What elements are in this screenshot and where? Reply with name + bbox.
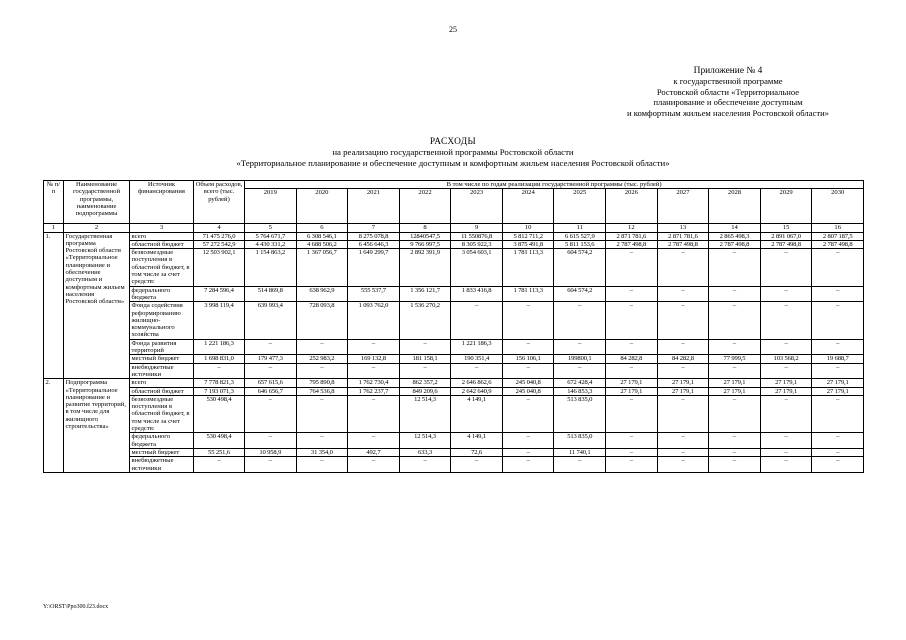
- year-value-cell: 604 574,2: [554, 286, 606, 302]
- year-value-cell: –: [502, 363, 554, 379]
- year-value-cell: –: [760, 286, 812, 302]
- year-value-cell: 27 179,1: [709, 379, 761, 387]
- year-value-cell: 1 221 186,3: [451, 339, 503, 355]
- table-row: [44, 286, 864, 302]
- footer-file-path: Y:\ORST\Ppo300.f23.docx: [43, 604, 109, 610]
- header-name: Наименование государственной программы, наименование подпрограммы: [64, 181, 130, 224]
- header-by-year: В том числе по годам реализации государственной программы (тыс. рублей): [245, 181, 864, 189]
- column-number: 3: [130, 224, 194, 232]
- year-value-cell: 513 835,0: [554, 395, 606, 432]
- year-value-cell: 11 550876,8: [451, 232, 503, 240]
- year-value-cell: 604 574,2: [554, 249, 606, 286]
- year-value-cell: 27 179,1: [812, 379, 864, 387]
- table-row: [44, 355, 864, 363]
- year-value-cell: –: [606, 448, 658, 456]
- year-value-cell: –: [709, 448, 761, 456]
- year-value-cell: –: [606, 395, 658, 432]
- year-value-cell: 27 179,1: [657, 379, 709, 387]
- column-number: 13: [657, 224, 709, 232]
- year-value-cell: –: [245, 363, 297, 379]
- column-number: 8: [399, 224, 451, 232]
- title-line-3: «Территориальное планирование и обеспечение доступным и комфортным жильем населения Ростовской области»: [236, 157, 670, 168]
- year-value-cell: –: [502, 457, 554, 473]
- year-value-cell: –: [709, 395, 761, 432]
- header-total: Объем расходов, всего (тыс. рублей): [194, 181, 245, 224]
- appendix-caption: [598, 66, 858, 118]
- year-value-cell: 646 656,7: [245, 387, 297, 395]
- year-value-cell: 2 807 187,5: [812, 232, 864, 240]
- column-number: 4: [194, 224, 245, 232]
- year-value-cell: 146 853,3: [554, 387, 606, 395]
- total-cell: 7 778 821,3: [194, 379, 245, 387]
- year-value-cell: –: [296, 395, 348, 432]
- year-value-cell: 27 179,1: [657, 387, 709, 395]
- appendix-line-3: Ростовской области «Территориальное: [656, 86, 800, 97]
- year-value-cell: 1 649 299,7: [348, 249, 400, 286]
- year-value-cell: 27 179,1: [606, 387, 658, 395]
- year-value-cell: –: [709, 457, 761, 473]
- table-row: [44, 387, 864, 395]
- total-cell: 7 284 596,4: [194, 286, 245, 302]
- total-cell: 71 475 276,0: [194, 232, 245, 240]
- year-value-cell: 849 209,6: [399, 387, 451, 395]
- program-number: 1.: [44, 232, 64, 379]
- year-value-cell: 6 308 546,1: [296, 232, 348, 240]
- year-value-cell: –: [554, 363, 606, 379]
- year-value-cell: 2 865 498,3: [709, 232, 761, 240]
- year-value-cell: 12 514,3: [399, 433, 451, 449]
- column-number: 6: [296, 224, 348, 232]
- year-value-cell: 5 764 671,7: [245, 232, 297, 240]
- year-value-cell: –: [606, 249, 658, 286]
- funding-source: всего: [130, 379, 194, 387]
- funding-source: Фонда содействия реформированию жилищно-коммунального хозяйства: [130, 302, 194, 339]
- year-value-cell: 639 993,4: [245, 302, 297, 339]
- year-value-cell: 4 430 331,2: [245, 240, 297, 248]
- year-value-cell: –: [451, 302, 503, 339]
- year-value-cell: 672 428,4: [554, 379, 606, 387]
- table-row: [44, 232, 864, 240]
- year-value-cell: 555 537,7: [348, 286, 400, 302]
- year-value-cell: –: [502, 395, 554, 432]
- year-value-cell: –: [348, 457, 400, 473]
- table-row: [44, 457, 864, 473]
- year-value-cell: 103 568,2: [760, 355, 812, 363]
- total-cell: 12 503 902,1: [194, 249, 245, 286]
- funding-source: областной бюджет: [130, 387, 194, 395]
- year-value-cell: 10 958,9: [245, 448, 297, 456]
- year-value-cell: 27 179,1: [760, 387, 812, 395]
- header-year: 2029: [760, 189, 812, 224]
- year-value-cell: –: [657, 302, 709, 339]
- header-year: 2023: [451, 189, 503, 224]
- funding-source: федерального бюджета: [130, 286, 194, 302]
- year-value-cell: 1 154 863,2: [245, 249, 297, 286]
- table-row: [44, 339, 864, 355]
- year-value-cell: 4 149,1: [451, 433, 503, 449]
- year-value-cell: 2 787 498,8: [760, 240, 812, 248]
- column-number: 7: [348, 224, 400, 232]
- year-value-cell: 252 983,2: [296, 355, 348, 363]
- header-year: 2030: [812, 189, 864, 224]
- year-value-cell: –: [657, 433, 709, 449]
- year-value-cell: 2 787 498,8: [606, 240, 658, 248]
- funding-source: федерального бюджета: [130, 433, 194, 449]
- year-value-cell: 27 179,1: [606, 379, 658, 387]
- year-value-cell: 2 892 391,9: [399, 249, 451, 286]
- year-value-cell: –: [348, 339, 400, 355]
- total-cell: 57 272 542,9: [194, 240, 245, 248]
- year-value-cell: –: [606, 433, 658, 449]
- header-year: 2027: [657, 189, 709, 224]
- year-value-cell: 1 093 762,0: [348, 302, 400, 339]
- year-value-cell: 8 275 078,8: [348, 232, 400, 240]
- year-value-cell: –: [709, 339, 761, 355]
- year-value-cell: –: [554, 302, 606, 339]
- year-value-cell: –: [245, 457, 297, 473]
- funding-source: безвозмездные поступления в областной бюджет, в том числе за счет средств:: [130, 395, 194, 432]
- year-value-cell: –: [502, 433, 554, 449]
- year-value-cell: 1 367 056,7: [296, 249, 348, 286]
- table-row: [44, 433, 864, 449]
- year-value-cell: –: [812, 395, 864, 432]
- year-value-cell: –: [709, 433, 761, 449]
- year-value-cell: 31 354,0: [296, 448, 348, 456]
- year-value-cell: 492,7: [348, 448, 400, 456]
- year-value-cell: –: [348, 363, 400, 379]
- year-value-cell: 1 536 270,2: [399, 302, 451, 339]
- year-value-cell: 169 132,8: [348, 355, 400, 363]
- table-row: [44, 249, 864, 286]
- table-row: [44, 448, 864, 456]
- total-cell: 3 998 119,4: [194, 302, 245, 339]
- year-value-cell: 156 106,1: [502, 355, 554, 363]
- title-heading: РАСХОДЫ: [429, 137, 477, 147]
- year-value-cell: 1 762 730,4: [348, 379, 400, 387]
- program-name: Государственная программа Ростовской области «Территориальное планирование и обеспечение доступным и комфортным жильем населения Ростовской области»: [64, 232, 130, 379]
- year-value-cell: 1 833 416,8: [451, 286, 503, 302]
- year-value-cell: 5 811 153,6: [554, 240, 606, 248]
- year-value-cell: 19 688,7: [812, 355, 864, 363]
- header-source: Источник финансирования: [130, 181, 194, 224]
- year-value-cell: 6 456 646,3: [348, 240, 400, 248]
- year-value-cell: –: [709, 286, 761, 302]
- funding-source: Фонда развития территорий: [130, 339, 194, 355]
- year-value-cell: –: [451, 363, 503, 379]
- header-year: 2024: [502, 189, 554, 224]
- total-cell: 7 193 071,3: [194, 387, 245, 395]
- total-cell: 530 498,4: [194, 395, 245, 432]
- year-value-cell: 8 305 922,3: [451, 240, 503, 248]
- total-cell: 1 698 831,0: [194, 355, 245, 363]
- year-value-cell: –: [451, 457, 503, 473]
- year-value-cell: 2 787 498,8: [709, 240, 761, 248]
- column-number: 9: [451, 224, 503, 232]
- year-value-cell: 3 875 491,8: [502, 240, 554, 248]
- header-year: 2028: [709, 189, 761, 224]
- year-value-cell: 1 781 113,3: [502, 286, 554, 302]
- table-row: [44, 395, 864, 432]
- year-value-cell: –: [657, 448, 709, 456]
- year-value-cell: 84 282,8: [606, 355, 658, 363]
- year-value-cell: 190 351,4: [451, 355, 503, 363]
- year-value-cell: –: [245, 395, 297, 432]
- year-value-cell: 862 357,2: [399, 379, 451, 387]
- year-value-cell: 514 869,8: [245, 286, 297, 302]
- header-year: 2020: [296, 189, 348, 224]
- year-value-cell: 2 646 862,6: [451, 379, 503, 387]
- column-number: 16: [812, 224, 864, 232]
- year-value-cell: 2 871 781,6: [657, 232, 709, 240]
- year-value-cell: –: [606, 302, 658, 339]
- year-value-cell: 2 787 498,8: [657, 240, 709, 248]
- column-number: 1: [44, 224, 64, 232]
- column-number: 5: [245, 224, 297, 232]
- year-value-cell: 2 871 781,6: [606, 232, 658, 240]
- table-row: [44, 302, 864, 339]
- year-value-cell: –: [760, 395, 812, 432]
- table-row: [44, 363, 864, 379]
- year-value-cell: 764 536,8: [296, 387, 348, 395]
- year-value-cell: –: [606, 286, 658, 302]
- year-value-cell: –: [760, 448, 812, 456]
- year-value-cell: 179 477,3: [245, 355, 297, 363]
- column-number: 11: [554, 224, 606, 232]
- year-value-cell: –: [709, 302, 761, 339]
- year-value-cell: 3 054 603,1: [451, 249, 503, 286]
- year-value-cell: –: [760, 302, 812, 339]
- year-value-cell: –: [606, 339, 658, 355]
- column-number: 12: [606, 224, 658, 232]
- year-value-cell: –: [245, 433, 297, 449]
- table-header-row-1: [44, 181, 864, 189]
- funding-source: внебюджетные источники: [130, 457, 194, 473]
- table-row: [44, 240, 864, 248]
- year-value-cell: –: [296, 363, 348, 379]
- funding-source: внебюджетные источники: [130, 363, 194, 379]
- year-value-cell: 77 999,5: [709, 355, 761, 363]
- year-value-cell: 2 642 640,9: [451, 387, 503, 395]
- year-value-cell: –: [554, 339, 606, 355]
- year-value-cell: 199800,1: [554, 355, 606, 363]
- page-number: 25: [449, 25, 457, 34]
- year-value-cell: –: [657, 395, 709, 432]
- year-value-cell: –: [657, 363, 709, 379]
- year-value-cell: 27 179,1: [709, 387, 761, 395]
- year-value-cell: 2 787 498,8: [812, 240, 864, 248]
- year-value-cell: 72,6: [451, 448, 503, 456]
- year-value-cell: –: [812, 339, 864, 355]
- year-value-cell: 11 740,1: [554, 448, 606, 456]
- appendix-line-1: Приложение № 4: [693, 66, 763, 76]
- appendix-line-2: к государственной программе: [673, 76, 783, 87]
- year-value-cell: –: [812, 286, 864, 302]
- header-year: 2025: [554, 189, 606, 224]
- appendix-line-4: планирование и обеспечение доступным: [653, 97, 803, 108]
- header-year: 2022: [399, 189, 451, 224]
- year-value-cell: 657 615,6: [245, 379, 297, 387]
- year-value-cell: –: [296, 457, 348, 473]
- funding-source: безвозмездные поступления в областной бюджет, в том числе за счет средств:: [130, 249, 194, 286]
- year-value-cell: –: [502, 302, 554, 339]
- year-value-cell: –: [348, 433, 400, 449]
- year-value-cell: 245 040,8: [502, 387, 554, 395]
- year-value-cell: –: [760, 433, 812, 449]
- year-value-cell: –: [606, 457, 658, 473]
- year-value-cell: –: [812, 363, 864, 379]
- column-number: 14: [709, 224, 761, 232]
- year-value-cell: 4 688 506,2: [296, 240, 348, 248]
- year-value-cell: 4 149,1: [451, 395, 503, 432]
- year-value-cell: –: [657, 249, 709, 286]
- year-value-cell: 181 158,1: [399, 355, 451, 363]
- year-value-cell: 633,3: [399, 448, 451, 456]
- year-value-cell: 27 179,1: [812, 387, 864, 395]
- year-value-cell: 728 093,8: [296, 302, 348, 339]
- total-cell: 55 251,6: [194, 448, 245, 456]
- header-year: 2021: [348, 189, 400, 224]
- funding-source: всего: [130, 232, 194, 240]
- year-value-cell: –: [245, 339, 297, 355]
- column-number: 10: [502, 224, 554, 232]
- year-value-cell: –: [399, 339, 451, 355]
- year-value-cell: 1 356 121,7: [399, 286, 451, 302]
- funding-source: областной бюджет: [130, 240, 194, 248]
- year-value-cell: 6 615 527,9: [554, 232, 606, 240]
- year-value-cell: –: [554, 457, 606, 473]
- year-value-cell: –: [502, 339, 554, 355]
- year-value-cell: 12840547,5: [399, 232, 451, 240]
- funding-source: местный бюджет: [130, 355, 194, 363]
- year-value-cell: 638 962,9: [296, 286, 348, 302]
- year-value-cell: –: [760, 249, 812, 286]
- header-year: 2026: [606, 189, 658, 224]
- column-number: 2: [64, 224, 130, 232]
- program-name: Подпрограмма «Территориальное планирование и развитие территорий, в том числе для жилищного строительства»: [64, 379, 130, 473]
- year-value-cell: 84 282,8: [657, 355, 709, 363]
- year-value-cell: –: [657, 457, 709, 473]
- total-cell: –: [194, 457, 245, 473]
- year-value-cell: –: [348, 395, 400, 432]
- total-cell: –: [194, 363, 245, 379]
- expenditure-table: [43, 180, 864, 473]
- year-value-cell: 2 891 067,0: [760, 232, 812, 240]
- year-value-cell: 795 890,8: [296, 379, 348, 387]
- year-value-cell: –: [812, 448, 864, 456]
- year-value-cell: 9 766 997,5: [399, 240, 451, 248]
- year-value-cell: –: [812, 457, 864, 473]
- year-value-cell: 27 179,1: [760, 379, 812, 387]
- header-year: 2019: [245, 189, 297, 224]
- year-value-cell: 245 040,8: [502, 379, 554, 387]
- year-value-cell: 513 835,0: [554, 433, 606, 449]
- year-value-cell: –: [760, 339, 812, 355]
- year-value-cell: 1 781 113,3: [502, 249, 554, 286]
- document-title: [0, 137, 906, 168]
- year-value-cell: 5 812 711,2: [502, 232, 554, 240]
- column-number: 15: [760, 224, 812, 232]
- year-value-cell: –: [399, 457, 451, 473]
- funding-source: местный бюджет: [130, 448, 194, 456]
- title-line-2: на реализацию государственной программы Ростовской области: [332, 147, 574, 158]
- year-value-cell: –: [296, 433, 348, 449]
- header-num: № п/п: [44, 181, 64, 224]
- program-number: 2.: [44, 379, 64, 473]
- year-value-cell: –: [296, 339, 348, 355]
- year-value-cell: –: [812, 302, 864, 339]
- year-value-cell: 12 514,3: [399, 395, 451, 432]
- year-value-cell: –: [657, 339, 709, 355]
- year-value-cell: –: [606, 363, 658, 379]
- year-value-cell: –: [709, 363, 761, 379]
- total-cell: 1 221 186,3: [194, 339, 245, 355]
- total-cell: 530 498,4: [194, 433, 245, 449]
- year-value-cell: –: [657, 286, 709, 302]
- column-numbers-row: [44, 224, 864, 232]
- year-value-cell: 1 762 237,7: [348, 387, 400, 395]
- table-row: [44, 379, 864, 387]
- year-value-cell: –: [502, 448, 554, 456]
- appendix-line-5: и комфортным жильем населения Ростовской области»: [627, 107, 829, 118]
- year-value-cell: –: [709, 249, 761, 286]
- table-body: [44, 224, 864, 473]
- year-value-cell: –: [812, 433, 864, 449]
- year-value-cell: –: [399, 363, 451, 379]
- year-value-cell: –: [760, 363, 812, 379]
- year-value-cell: –: [812, 249, 864, 286]
- year-value-cell: –: [760, 457, 812, 473]
